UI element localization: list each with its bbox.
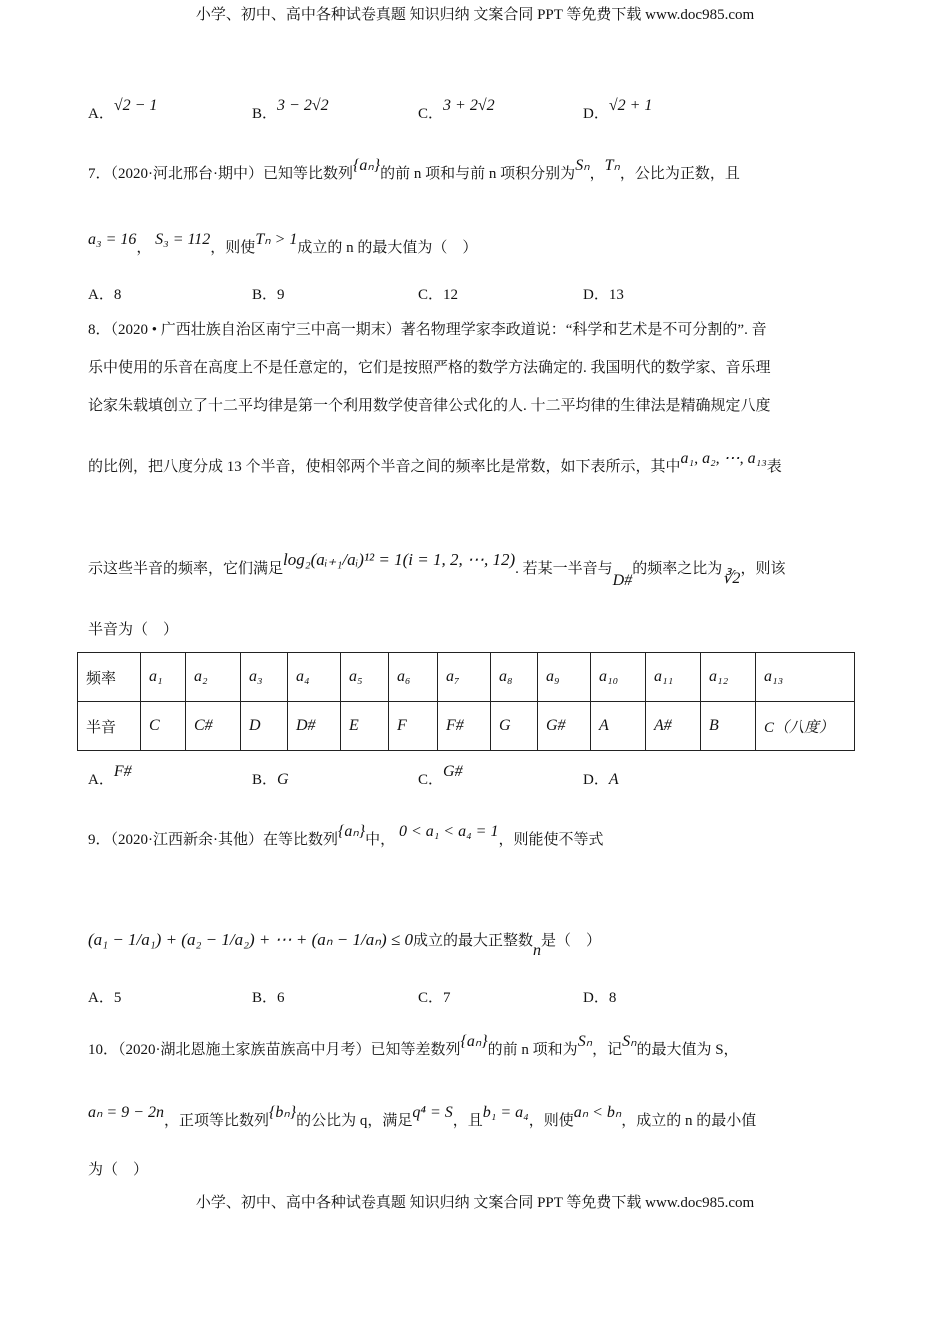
table-cell: C# xyxy=(186,702,241,751)
semitone-table xyxy=(77,652,855,751)
q8-option-b: B．G xyxy=(252,771,289,788)
table-cell: C xyxy=(141,702,186,751)
table-cell: a₉ xyxy=(538,653,591,702)
q10-line3: 为（ ） xyxy=(88,1162,149,1178)
q6-option-a: A．√2 − 1 xyxy=(88,97,158,122)
q7-line1: 7．（2020·河北邢台·期中）已知等比数列{aₙ}的前 n 项和与前 n 项积分别为Sₙ，Tₙ，公比为正数，且 xyxy=(88,157,740,182)
q7-option-c: C．12 xyxy=(418,287,459,303)
table-cell: a₄ xyxy=(288,653,341,702)
q8-line5: 示这些半音的频率，它们满足log₂(aᵢ₊₁/aᵢ)¹² = 1(i = 1, 2, ⋯, 12). 若某一半音与D#的频率之比为∛2，则该 xyxy=(88,550,786,589)
q9-option-b: B．6 xyxy=(252,990,285,1006)
table-cell: D# xyxy=(288,702,341,751)
q7-option-b: B．9 xyxy=(252,287,285,303)
table-cell: E xyxy=(341,702,389,751)
table-cell: a₁₂ xyxy=(701,653,756,702)
table-cell: a₃ xyxy=(241,653,288,702)
frequency-row xyxy=(78,653,855,702)
q7-option-d: D．13 xyxy=(583,287,624,303)
q9-line2: (a₁ − 1/a₁) + (a₂ − 1/a₂) + ⋯ + (aₙ − 1/aₙ) ≤ 0成立的最大正整数n是（ ） xyxy=(88,930,602,959)
row-header: 频率 xyxy=(78,653,141,702)
table-cell: A# xyxy=(646,702,701,751)
q8-line4: 的比例，把八度分成 13 个半音，使相邻两个半音之间的频率比是常数，如下表所示，其中a₁, a₂, ⋯, a₁₃表 xyxy=(88,450,782,475)
table-cell: G xyxy=(491,702,538,751)
page-header: 小学、初中、高中各种试卷真题 知识归纳 文案合同 PPT 等免费下载 www.doc985.com xyxy=(195,7,755,23)
q10-line2: aₙ = 9 − 2n，正项等比数列{bₙ}的公比为 q，满足q⁴ = S，且b₁ = a₄，则使aₙ < bₙ，成立的 n 的最小值 xyxy=(88,1104,757,1129)
row-header: 半音 xyxy=(78,702,141,751)
table-cell: B xyxy=(701,702,756,751)
table-cell: F# xyxy=(438,702,491,751)
q9-option-d: D．8 xyxy=(583,990,617,1006)
table-cell: a₁₀ xyxy=(591,653,646,702)
table-cell: a₁₁ xyxy=(646,653,701,702)
q6-option-b: B．3 − 2√2 xyxy=(252,97,329,122)
table-cell: a₇ xyxy=(438,653,491,702)
q7-line2: a₃ = 16， S₃ = 112，则使Tₙ > 1成立的 n 的最大值为（ ） xyxy=(88,231,478,256)
q10-line1: 10．（2020·湖北恩施土家族苗族高中月考）已知等差数列{aₙ}的前 n 项和为Sₙ，记Sₙ的最大值为 S， xyxy=(88,1033,739,1058)
table-cell: D xyxy=(241,702,288,751)
q9-option-c: C．7 xyxy=(418,990,451,1006)
table-cell: a₈ xyxy=(491,653,538,702)
table-cell: a₂ xyxy=(186,653,241,702)
table-cell: A xyxy=(591,702,646,751)
table-cell: F xyxy=(389,702,438,751)
q8-option-d: D．A xyxy=(583,771,619,788)
table-cell: a₅ xyxy=(341,653,389,702)
q6-option-c: C．3 + 2√2 xyxy=(418,97,495,122)
semitone-row xyxy=(78,702,855,751)
table-cell: C（八度） xyxy=(756,702,855,751)
q8-line2: 乐中使用的乐音在高度上不是任意定的，它们是按照严格的数学方法确定的. 我国明代的数学家、音乐理 xyxy=(88,360,771,376)
q8-option-a: A．F# xyxy=(88,763,132,788)
q7-option-a: A．8 xyxy=(88,287,122,303)
q8-line1: 8．（2020 • 广西壮族自治区南宁三中高一期末）著名物理学家李政道说：“科学和艺术是不可分割的”. 音 xyxy=(88,322,767,338)
q8-option-c: C．G# xyxy=(418,763,463,788)
table-cell: a₁₃ xyxy=(756,653,855,702)
table-cell: a₆ xyxy=(389,653,438,702)
page-footer: 小学、初中、高中各种试卷真题 知识归纳 文案合同 PPT 等免费下载 www.doc985.com xyxy=(195,1195,755,1211)
q8-line6: 半音为（ ） xyxy=(88,622,179,638)
q6-option-d: D．√2 + 1 xyxy=(583,97,653,122)
table-cell: a₁ xyxy=(141,653,186,702)
table-cell: G# xyxy=(538,702,591,751)
q9-line1: 9．（2020·江西新余·其他）在等比数列{aₙ}中， 0 < a₁ < a₄ = 1，则能使不等式 xyxy=(88,823,604,848)
q9-option-a: A．5 xyxy=(88,990,122,1006)
q8-line3: 论家朱载填创立了十二平均律是第一个利用数学使音律公式化的人. 十二平均律的生律法是精确规定八度 xyxy=(88,398,771,414)
